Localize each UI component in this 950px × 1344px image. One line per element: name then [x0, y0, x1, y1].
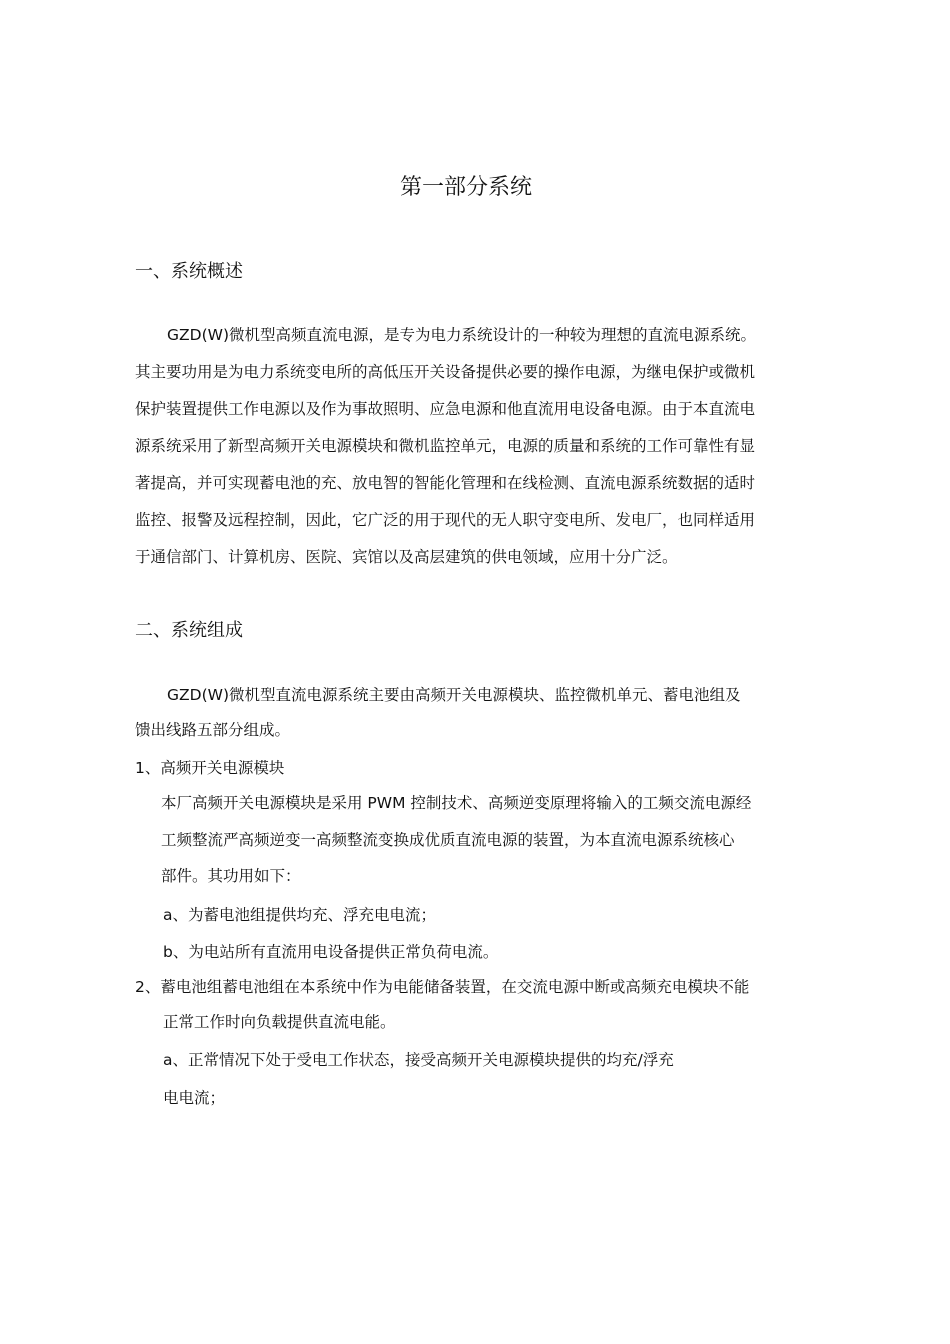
composition-line-1: GZD(W)微机型直流电源系统主要由高频开关电源模块、监控微机单元、蓄电池组及 — [167, 686, 741, 704]
overview-line-2: 其主要功用是为电力系统变电所的高低压开关设备提供必要的操作电源，为继电保护或微机 — [135, 363, 756, 381]
item-1-line-1: 本厂高频开关电源模块是采用 PWM 控制技术、高频逆变原理将输入的工频交流电源经 — [161, 794, 752, 812]
item-2-sub-a-line-2: 电电流； — [163, 1089, 226, 1107]
section-heading-composition: 二、系统组成 — [135, 620, 243, 641]
section-heading-overview: 一、系统概述 — [135, 261, 243, 282]
item-1-sub-a: a、为蓄电池组提供均充、浮充电电流； — [163, 906, 436, 924]
overview-line-6: 监控、报警及远程控制，因此，它广泛的用于现代的无人职守变电所、发电厂，也同样适用 — [135, 511, 756, 529]
item-2-line-2: 正常工作时向负载提供直流电能。 — [163, 1013, 396, 1031]
item-1-line-2: 工频整流严高频逆变一高频整流变换成优质直流电源的装置，为本直流电源系统核心 — [161, 831, 735, 849]
page-title: 第一部分系统 — [400, 175, 533, 200]
item-1-sub-b: b、为电站所有直流用电设备提供正常负荷电流。 — [163, 943, 499, 961]
item-1-label: 1、高频开关电源模块 — [135, 759, 285, 777]
overview-line-5: 著提高，并可实现蓄电池的充、放电智的智能化管理和在线检测、直流电源系统数据的适时 — [135, 474, 756, 492]
item-2-sub-a-line-1: a、正常情况下处于受电工作状态，接受高频开关电源模块提供的均充/浮充 — [163, 1051, 674, 1069]
overview-line-4: 源系统采用了新型高频开关电源模块和微机监控单元，电源的质量和系统的工作可靠性有显 — [135, 437, 756, 455]
overview-line-1: GZD(W)微机型高频直流电源，是专为电力系统设计的一种较为理想的直流电源系统。 — [167, 326, 756, 344]
composition-line-2: 馈出线路五部分组成。 — [135, 721, 291, 739]
item-2-label: 2、蓄电池组蓄电池组在本系统中作为电能储备装置，在交流电源中断或高频充电模块不能 — [135, 978, 750, 996]
item-1-line-3: 部件。其功用如下： — [161, 867, 301, 885]
overview-line-7: 于通信部门、计算机房、医院、宾馆以及高层建筑的供电领域，应用十分广泛。 — [135, 548, 678, 566]
overview-line-3: 保护装置提供工作电源以及作为事故照明、应急电源和他直流用电设备电源。由于本直流电 — [135, 400, 756, 418]
